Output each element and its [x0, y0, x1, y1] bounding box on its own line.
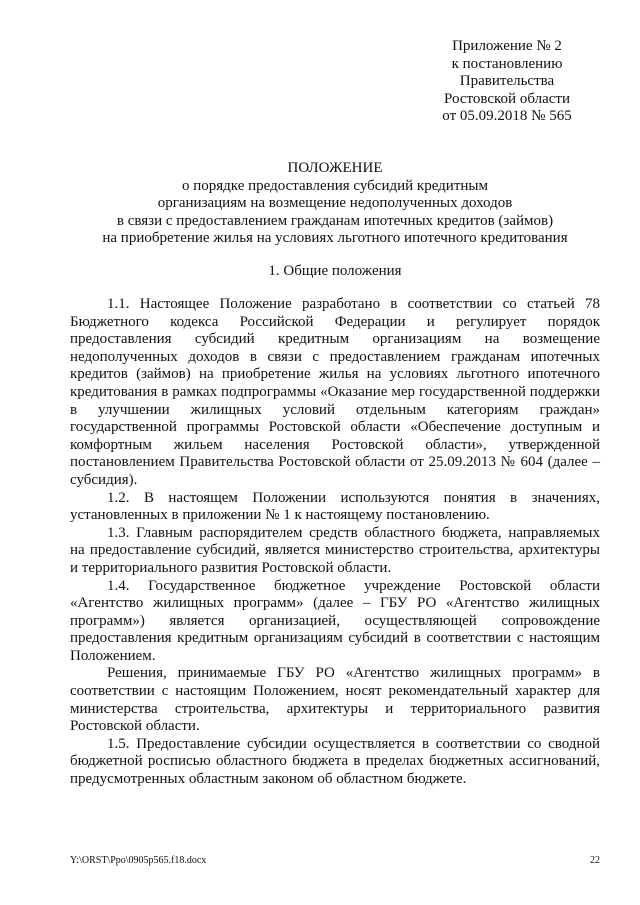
- document-body: [70, 296, 600, 789]
- footer-file-path: Y:\ORST\Ppo\0905p565.f18.docx: [70, 855, 207, 866]
- footer-page-number: 22: [590, 855, 600, 866]
- appendix-note: [432, 38, 582, 126]
- title-heading: ПОЛОЖЕНИЕ: [287, 160, 383, 176]
- document-title: [70, 160, 600, 248]
- paragraph-1-4: 1.4. Государственное бюджетное учреждение Ростовской области «Агентство жилищных программ» (далее – ГБУ РО «Агентство жилищных программ») является организацией, осуществляющей сопровождение предоставления кредитным организациям субсидий в соответствии с настоящим Положением.: [70, 577, 600, 664]
- title-line: на приобретение жилья на условиях льготного ипотечного кредитования: [102, 230, 568, 246]
- paragraph-1-5: 1.5. Предоставление субсидии осуществляется в соответствии со сводной бюджетной росписью областного бюджета в пределах бюджетных ассигнований, предусмотренных областным законом об областном бюджете.: [70, 735, 600, 788]
- appendix-line: Правительства: [459, 73, 555, 89]
- section-heading: 1. Общие положения: [268, 263, 402, 279]
- appendix-line: от 05.09.2018 № 565: [442, 108, 572, 124]
- paragraph-decisions: Решения, принимаемые ГБУ РО «Агентство жилищных программ» в соответствии с настоящим Положением, носят рекомендательный характер для министерства строительства, архитектуры и территориального развития Ростовской области.: [70, 665, 600, 735]
- appendix-line: к постановлению: [451, 55, 563, 72]
- appendix-line: Ростовской области: [444, 90, 570, 107]
- paragraph-1-1: 1.1. Настоящее Положение разработано в соответствии со статьей 78 Бюджетного кодекса Российской Федерации и регулирует порядок предоставления субсидий кредитным организациям на возмещение недополученных доходов в связи с предоставлением гражданам ипотечных кредитов (займов) на приобретение жилья на условиях льготного ипотечного кредитования в рамках подпрограммы «Оказание мер государственной поддержки в улучшении жилищных условий отдельным категориям граждан» государственной программы Ростовской области «Обеспечение доступным и комфортным жильем населения Ростовской области», утвержденной постановлением Правительства Ростовской области от 25.09.2013 № 604 (далее – субсидия).: [70, 296, 600, 488]
- title-line: организациям на возмещение недополученных доходов: [157, 195, 513, 211]
- title-line: о порядке предоставления субсидий кредитным: [182, 177, 488, 194]
- appendix-line: Приложение № 2: [452, 38, 562, 54]
- title-line: в связи с предоставлением гражданам ипотечных кредитов (займов): [116, 212, 554, 229]
- paragraph-1-2: 1.2. В настоящем Положении используются понятия в значениях, установленных в приложении № 1 к настоящему постановлению.: [70, 489, 600, 524]
- paragraph-1-3: 1.3. Главным распорядителем средств областного бюджета, направляемых на предоставление субсидий, является министерство строительства, архитектуры и территориального развития Ростовской области.: [70, 524, 600, 576]
